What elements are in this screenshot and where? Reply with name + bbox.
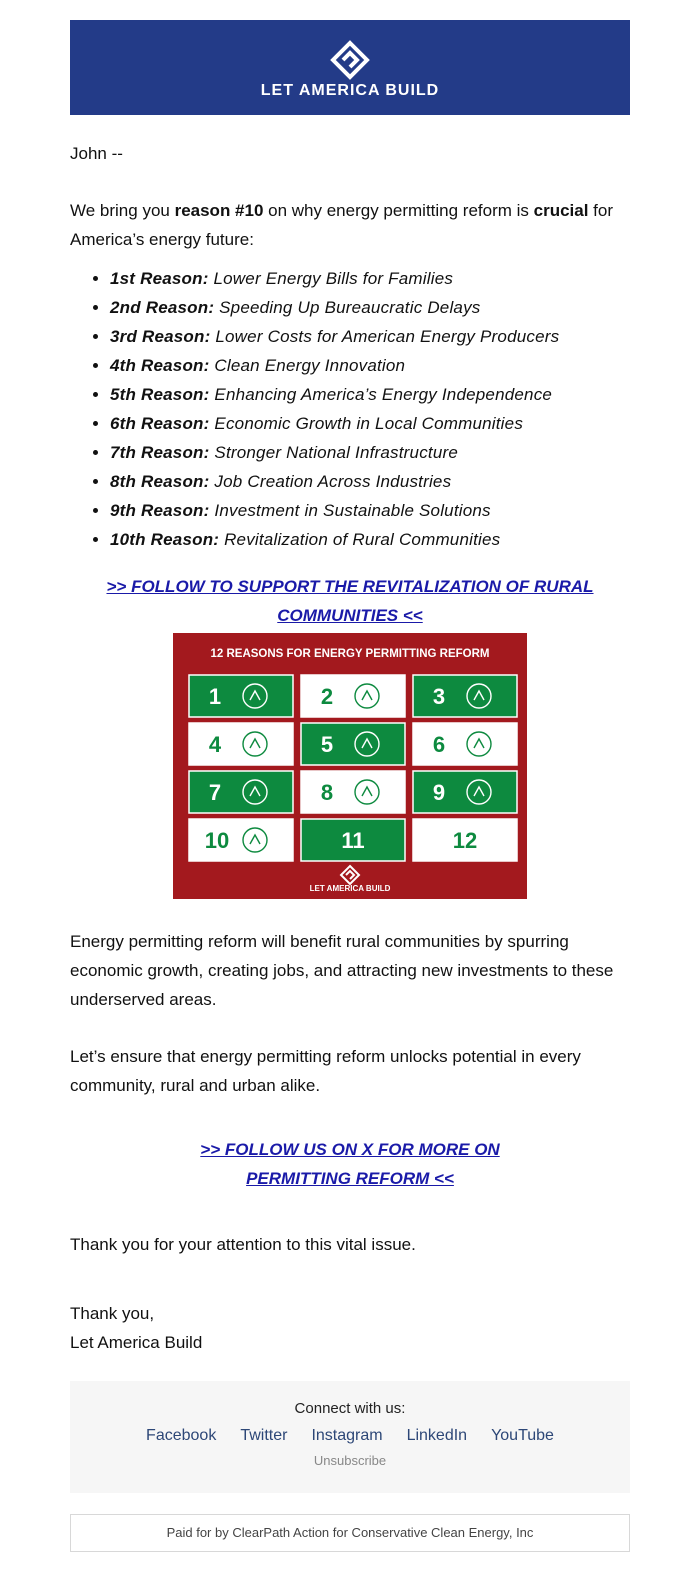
reason-tile bbox=[413, 675, 517, 717]
list-item: • 5th Reason: Enhancing America’s Energy Independence bbox=[110, 380, 630, 409]
list-item: • 3rd Reason: Lower Costs for American Energy Producers bbox=[110, 322, 630, 351]
reason-tile-box bbox=[189, 723, 293, 765]
reasons-list bbox=[70, 264, 630, 554]
list-item: • 10th Reason: Revitalization of Rural Communities bbox=[110, 525, 630, 554]
brand-name: LET AMERICA BUILD bbox=[260, 81, 440, 99]
list-item: • 9th Reason: Investment in Sustainable Solutions bbox=[110, 496, 630, 525]
cta-container bbox=[70, 572, 630, 630]
twitter-link[interactable]: Twitter bbox=[240, 1427, 288, 1444]
reason-tile bbox=[189, 723, 293, 765]
reason-tile-number: 1 bbox=[208, 684, 222, 709]
reason-tile-number: 12 bbox=[452, 828, 478, 853]
list-item: • 8th Reason: Job Creation Across Industries bbox=[110, 467, 630, 496]
support-revitalization-link[interactable]: >> FOLLOW TO SUPPORT THE REVITALIZATION OF RURAL COMMUNITIES << bbox=[106, 577, 594, 625]
reason-tile-box bbox=[413, 771, 517, 813]
connect-label: Connect with us: bbox=[294, 1400, 406, 1417]
reason-tile-number: 7 bbox=[208, 780, 222, 805]
list-item: • 7th Reason: Stronger National Infrastructure bbox=[110, 438, 630, 467]
reason-tile-box bbox=[413, 675, 517, 717]
reason-tile-number: 9 bbox=[432, 780, 446, 805]
reason-tile-box bbox=[413, 723, 517, 765]
reason-tile-number: 2 bbox=[320, 684, 334, 709]
email-header-banner bbox=[70, 20, 630, 115]
body-paragraph-unlock: Let’s ensure that energy permitting reform unlocks potential in every community, rural and urban alike. bbox=[70, 1047, 581, 1095]
reason-tile bbox=[413, 771, 517, 813]
linkedin-link[interactable]: LinkedIn bbox=[406, 1427, 468, 1444]
reason-tile-box bbox=[189, 771, 293, 813]
reason-tile-number: 10 bbox=[204, 828, 230, 853]
cta-container bbox=[70, 1135, 630, 1193]
footer bbox=[70, 1381, 630, 1493]
body-paragraph-rural: Energy permitting reform will benefit rural communities by spurring economic growth, creating jobs, and attracting new investments to these underserved areas. bbox=[70, 932, 614, 1009]
signoff: Thank you, Let America Build bbox=[70, 1304, 203, 1352]
youtube-link[interactable]: YouTube bbox=[491, 1427, 554, 1444]
reason-tile-number: 3 bbox=[432, 684, 446, 709]
reason-tile-box bbox=[301, 723, 405, 765]
list-item: • 2nd Reason: Speeding Up Bureaucratic Delays bbox=[110, 293, 630, 322]
instagram-link[interactable]: Instagram bbox=[311, 1427, 383, 1444]
greeting: John -- bbox=[70, 144, 123, 163]
reason-tile bbox=[413, 819, 517, 861]
facebook-link[interactable]: Facebook bbox=[146, 1427, 217, 1444]
list-item: • 4th Reason: Clean Energy Innovation bbox=[110, 351, 630, 380]
list-item: • 1st Reason: Lower Energy Bills for Families bbox=[110, 264, 630, 293]
social-links bbox=[70, 1427, 630, 1445]
reason-tile bbox=[189, 819, 293, 861]
reason-tile-number: 11 bbox=[341, 828, 365, 853]
paid-for-disclaimer: Paid for by ClearPath Action for Conservative Clean Energy, Inc bbox=[70, 1514, 630, 1552]
reason-tile bbox=[413, 723, 517, 765]
reason-tile-number: 6 bbox=[432, 732, 446, 757]
graphic-brand: LET AMERICA BUILD bbox=[309, 884, 391, 893]
twelve-reasons-graphic[interactable] bbox=[173, 633, 527, 899]
follow-on-x-link[interactable]: >> FOLLOW US ON X FOR MORE ON PERMITTING REFORM << bbox=[200, 1140, 500, 1188]
reason-tile-number: 4 bbox=[208, 732, 222, 757]
reason-tile bbox=[189, 675, 293, 717]
reason-tile bbox=[301, 723, 405, 765]
reason-tile-number: 8 bbox=[320, 780, 334, 805]
graphic-title: 12 REASONS FOR ENERGY PERMITTING REFORM bbox=[210, 648, 490, 660]
reason-tile-box bbox=[189, 675, 293, 717]
unsubscribe-link[interactable]: Unsubscribe bbox=[313, 1453, 387, 1468]
list-item: • 6th Reason: Economic Growth in Local Communities bbox=[110, 409, 630, 438]
reason-tile-box bbox=[301, 675, 405, 717]
let-america-build-logo-icon bbox=[327, 40, 373, 80]
reason-tile bbox=[301, 819, 405, 861]
reason-tile-box bbox=[301, 771, 405, 813]
reason-tile bbox=[301, 771, 405, 813]
thanks-line: Thank you for your attention to this vital issue. bbox=[70, 1235, 416, 1254]
reason-tile bbox=[301, 675, 405, 717]
reason-tile-number: 5 bbox=[320, 732, 334, 757]
intro-paragraph: We bring you reason #10 on why energy permitting reform is crucial for America’s energy future: bbox=[70, 201, 614, 249]
reason-tile bbox=[189, 771, 293, 813]
